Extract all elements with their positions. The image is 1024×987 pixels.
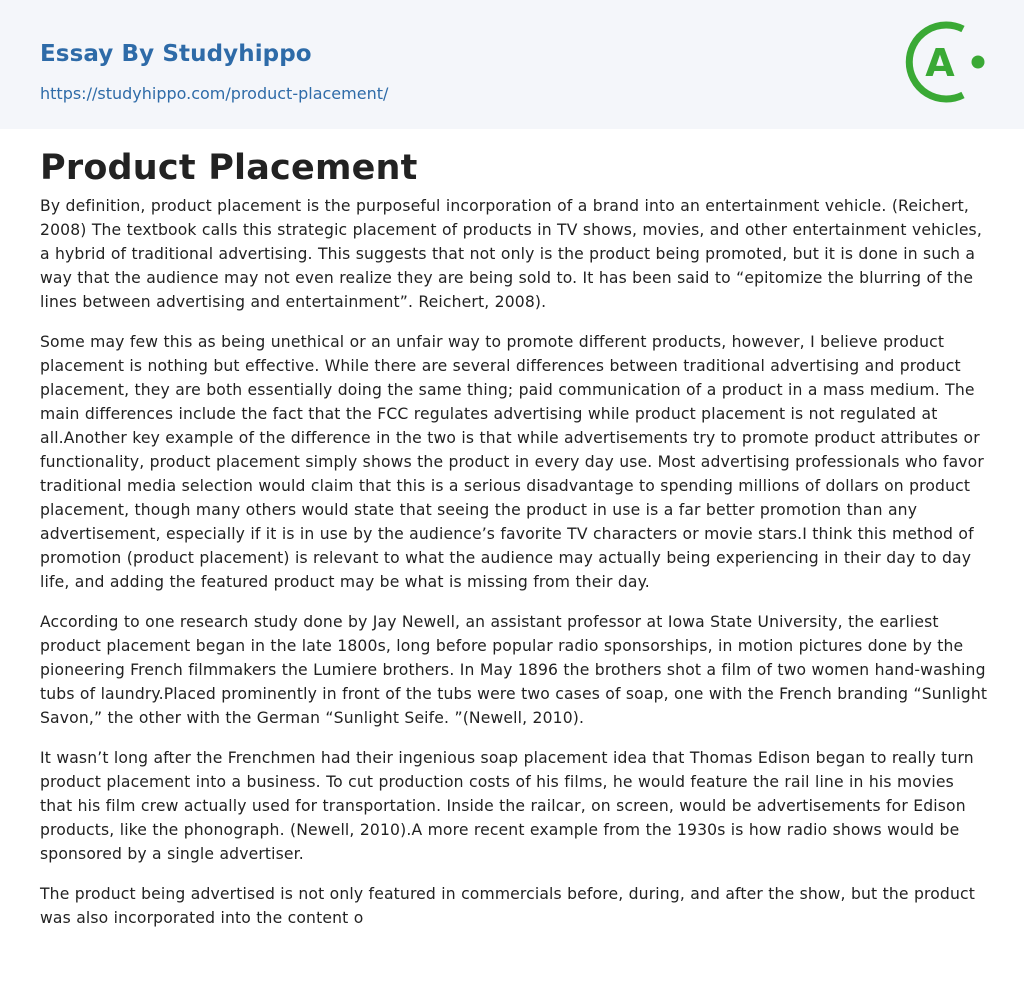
site-header — [0, 0, 1024, 129]
article — [40, 144, 988, 946]
article-paragraph: By definition, product placement is the purposeful incorporation of a brand into an entertainment vehicle. (Reichert, 2008) The textbook calls this strategic placement of products in TV shows, movies, and other entertainment vehicles, a hybrid of traditional advertising. This suggests that not only is the product being promoted, but it is done in such a way that the audience may not even realize they are being sold to. It has been said to “epitomize the blurring of the lines between advertising and entertainment”. Reichert, 2008). — [40, 197, 982, 311]
article-paragraph: It wasn’t long after the Frenchmen had their ingenious soap placement idea that Thomas Edison began to really turn product placement into a business. To cut production costs of his films, he would feature the rail line in his movies that his film crew actually used for transportation. Inside the railcar, on screen, would be advertisements for Edison products, like the phonograph. (Newell, 2010).A more recent example from the 1930s is how radio shows would be sponsored by a single advertiser. — [40, 749, 974, 863]
studyhippo-logo-icon[interactable] — [905, 19, 989, 105]
page-url-link[interactable]: https://studyhippo.com/product-placement/ — [40, 84, 389, 103]
article-paragraph: According to one research study done by Jay Newell, an assistant professor at Iowa State University, the earliest product placement began in the late 1800s, long before popular radio sponsorships, in motion pictures done by the pioneering French filmmakers the Lumiere brothers. In May 1896 the brothers shot a film of two women hand-washing tubs of laundry.Placed prominently in front of the tubs were two cases of soap, one with the French branding “Sunlight Savon,” the other with the German “Sunlight Seife. ”(Newell, 2010). — [40, 613, 988, 727]
site-name[interactable]: Essay By Studyhippo — [40, 41, 312, 67]
logo-letter: A — [925, 41, 955, 85]
article-paragraph: Some may few this as being unethical or an unfair way to promote different products, however, I believe product placement is nothing but effective. While there are several differences between traditional advertising and product placement, they are both essentially doing the same thing; paid communication of a product in a mass medium. The main differences include the fact that the FCC regulates advertising while product placement is not regulated at all.Another key example of the difference in the two is that while advertisements try to promote product attributes or functionality, product placement simply shows the product in every day use. Most advertising professionals who favor traditional media selection would claim that this is a serious disadvantage to spending millions of dollars on product placement, though many others would state that seeing the product in use is a far better promotion than any advertisement, especially if it is in use by the audience’s favorite TV characters or movie stars.I think this method of promotion (product placement) is relevant to what the audience may actually being experiencing in their day to day life, and adding the featured product may be what is missing from their day. — [40, 333, 984, 591]
article-title: Product Placement — [40, 148, 418, 188]
article-paragraph: The product being advertised is not only featured in commercials before, during, and after the show, but the product was also incorporated into the content o — [40, 885, 975, 927]
